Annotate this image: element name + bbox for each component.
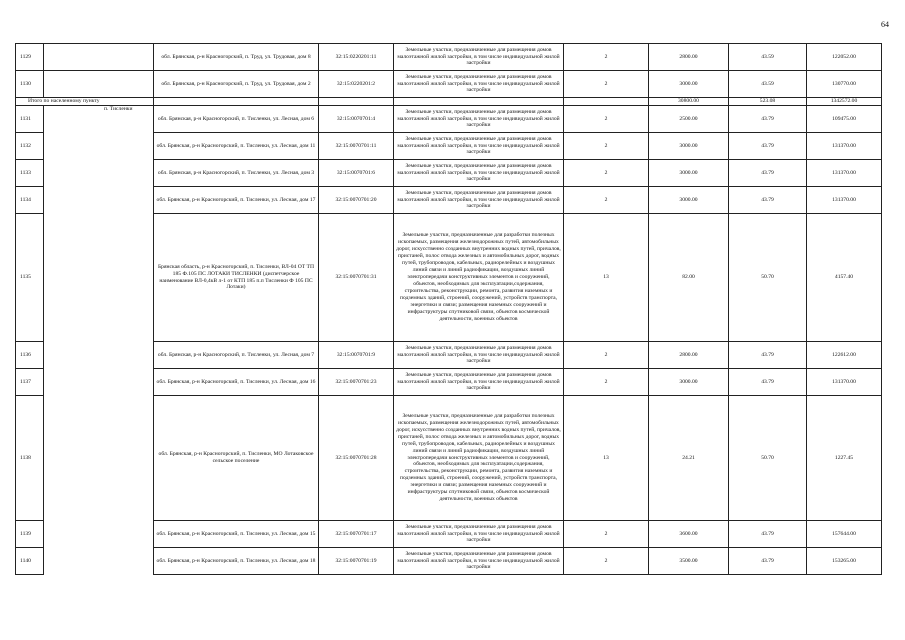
value-cell: 131370.00 [807,187,882,214]
address-cell: обл. Брянская, р-н Красногорский, п. Труд, ул. Трудовая, дом 8 [154,44,319,71]
cadastral-number-cell: 32:15:0070701:23 [319,369,394,396]
group-cell: 2 [564,342,649,369]
row-number: 1129 [16,44,44,71]
value-cell: 1227.45 [807,396,882,521]
area-cell: 3000.00 [649,369,729,396]
value-cell: 4157.40 [807,214,882,342]
cadastral-number-cell: 32:15:0070701:6 [319,160,394,187]
address-cell: обл. Брянская, р-н Красногорский, п. Тисленки, МО Лотаковское сельское поселение [154,396,319,521]
group-cell: 2 [564,44,649,71]
group-cell: 13 [564,396,649,521]
row-number: 1130 [16,71,44,98]
cadastral-number-cell: 32:15:0070701:31 [319,214,394,342]
purpose-cell: Земельные участки, предназначенные для размещения домов малоэтажной жилой застройки, в том числе индивидуальной жилой застройки [394,106,564,133]
area-cell: 3000.00 [649,187,729,214]
group-cell: 2 [564,369,649,396]
locality-name: п. Тисленки [44,106,154,575]
table-row [16,71,882,98]
address-cell: обл. Брянская, р-н Красногорский, п. Тисленки, ул. Лесная, дом 6 [154,106,319,133]
rate-cell: 43.79 [729,342,807,369]
locality-cell [44,44,154,71]
purpose-cell: Земельные участки, предназначенные для размещения домов малоэтажной жилой застройки, в том числе индивидуальной жилой застройки [394,133,564,160]
row-number: 1136 [16,342,44,369]
area-cell: 2800.00 [649,342,729,369]
row-number: 1138 [16,396,44,521]
empty-cell [394,98,564,106]
empty-cell [564,98,649,106]
row-number: 1132 [16,133,44,160]
table-row [16,106,882,133]
address-cell: обл. Брянская, р-н Красногорский, п. Труд, ул. Трудовая, дом 2 [154,71,319,98]
rate-cell: 43.79 [729,187,807,214]
area-cell: 82.00 [649,214,729,342]
cadastral-number-cell: 32:15:0220201:11 [319,44,394,71]
table-row [16,44,882,71]
row-number: 1134 [16,187,44,214]
rate-cell: 43.59 [729,71,807,98]
cadastral-number-cell: 32:15:0070701:28 [319,396,394,521]
group-cell: 2 [564,133,649,160]
row-number: 1131 [16,106,44,133]
cadastral-number-cell: 32:15:0220201:2 [319,71,394,98]
empty-cell [154,98,319,106]
page-number: 64 [881,20,889,29]
address-cell: обл. Брянская, р-н Красногорский, п. Тисленки, ул. Лесная, дом 7 [154,342,319,369]
group-cell: 2 [564,160,649,187]
purpose-cell: Земельные участки, предназначенные для размещения домов малоэтажной жилой застройки, в том числе индивидуальной жилой застройки [394,369,564,396]
area-cell: 2500.00 [649,106,729,133]
row-number: 1137 [16,369,44,396]
value-cell: 131370.00 [807,369,882,396]
cadastral-number-cell: 32:15:0070701:4 [319,106,394,133]
value-cell: 131370.00 [807,133,882,160]
address-cell: обл. Брянская, р-н Красногорский, п. Тисленки, ул. Лесная, дом 18 [154,548,319,575]
rate-cell: 50.70 [729,396,807,521]
summary-area: 30800.00 [649,98,729,106]
row-number: 1140 [16,548,44,575]
purpose-cell: Земельные участки, предназначенные для размещения домов малоэтажной жилой застройки, в том числе индивидуальной жилой застройки [394,160,564,187]
address-cell: обл. Брянская, р-н Красногорский, п. Тисленки, ул. Лесная, дом 16 [154,369,319,396]
cadastral-number-cell: 32:15:0070701:20 [319,187,394,214]
rate-cell: 43.79 [729,369,807,396]
purpose-cell: Земельные участки, предназначенные для разработки полезных ископаемых, размещения железнодорожных путей, автомобильных дорог, искусственно созданных внутренних водных путей, причалов, пристаней, полос отвода железных и автомобильных дорог, водных путей, трубопроводов, кабельных, радиорелейных и воздушных линий связи и линий радиофикации, воздушных линий электропередачи конструктивных элементов и сооружений, объектов, необходимых для эксплуатации,содержания, строительства, реконструкции, ремонта, развития наземных и подземных зданий, строений, сооружений, устройств транспорта, энергетики и связи; размещения наземных сооружений и инфраструктуры спутниковой связи, объектов космической деятельности, военных объектов [394,214,564,342]
rate-cell: 43.79 [729,160,807,187]
value-cell: 131370.00 [807,160,882,187]
rate-cell: 43.79 [729,133,807,160]
address-cell: обл. Брянская, р-н Красногорский, п. Тисленки, ул. Лесная, дом 15 [154,521,319,548]
area-cell: 3600.00 [649,521,729,548]
summary-row [16,98,882,106]
value-cell: 122052.00 [807,44,882,71]
rate-cell: 43.79 [729,521,807,548]
area-cell: 3000.00 [649,133,729,160]
purpose-cell: Земельные участки, предназначенные для размещения домов малоэтажной жилой застройки, в том числе индивидуальной жилой застройки [394,44,564,71]
locality-cell [44,71,154,98]
land-plots-table [15,43,882,575]
value-cell: 153265.00 [807,548,882,575]
group-cell: 2 [564,71,649,98]
address-cell: обл. Брянская, р-н Красногорский, п. Тисленки, ул. Лесная, дом 3 [154,160,319,187]
cadastral-number-cell: 32:15:0070701:9 [319,342,394,369]
row-number: 1135 [16,214,44,342]
group-cell: 13 [564,214,649,342]
group-cell: 2 [564,521,649,548]
purpose-cell: Земельные участки, предназначенные для размещения домов малоэтажной жилой застройки, в том числе индивидуальной жилой застройки [394,548,564,575]
value-cell: 130770.00 [807,71,882,98]
purpose-cell: Земельные участки, предназначенные для размещения домов малоэтажной жилой застройки, в том числе индивидуальной жилой застройки [394,521,564,548]
cadastral-number-cell: 32:15:0070701:19 [319,548,394,575]
address-cell: обл. Брянская, р-н Красногорский, п. Тисленки, ул. Лесная, дом 11 [154,133,319,160]
empty-cell [319,98,394,106]
purpose-cell: Земельные участки, предназначенные для размещения домов малоэтажной жилой застройки, в том числе индивидуальной жилой застройки [394,71,564,98]
value-cell: 109475.00 [807,106,882,133]
row-number: 1133 [16,160,44,187]
purpose-cell: Земельные участки, предназначенные для размещения домов малоэтажной жилой застройки, в том числе индивидуальной жилой застройки [394,187,564,214]
group-cell: 2 [564,106,649,133]
group-cell: 2 [564,548,649,575]
area-cell: 2800.00 [649,44,729,71]
rate-cell: 43.79 [729,548,807,575]
purpose-cell: Земельные участки, предназначенные для размещения домов малоэтажной жилой застройки, в том числе индивидуальной жилой застройки [394,342,564,369]
summary-value: 1342572.00 [807,98,882,106]
cadastral-number-cell: 32:15:0070701:17 [319,521,394,548]
rate-cell: 50.70 [729,214,807,342]
rate-cell: 43.79 [729,106,807,133]
cadastral-number-cell: 32:15:0070701:11 [319,133,394,160]
value-cell: 157644.00 [807,521,882,548]
rate-cell: 43.59 [729,44,807,71]
area-cell: 3000.00 [649,71,729,98]
summary-label: Итого по населенному пункту [16,98,154,106]
purpose-cell: Земельные участки, предназначенные для разработки полезных ископаемых, размещения железнодорожных путей, автомобильных дорог, искусственно созданных внутренних водных путей, причалов, пристаней, полос отвода железных и автомобильных дорог, водных путей, трубопроводов, кабельных, радиорелейных и воздушных линий связи и линий радиофикации, воздушных линий электропередачи конструктивных элементов и сооружений, объектов, необходимых для эксплуатации,содержания, строительства, реконструкции, ремонта, развития наземных и подземных зданий, строений, сооружений, устройств транспорта, энергетики и связи; размещения наземных сооружений и инфраструктуры спутниковой связи, объектов космической деятельности, военных объектов [394,396,564,521]
area-cell: 3000.00 [649,160,729,187]
summary-rate: 523.08 [729,98,807,106]
row-number: 1139 [16,521,44,548]
area-cell: 3500.00 [649,548,729,575]
address-cell: обл. Брянская, р-н Красногорский, п. Тисленки, ул. Лесная, дом 17 [154,187,319,214]
value-cell: 122612.00 [807,342,882,369]
address-cell: Брянская область, р-н Красногорский, п. Тисленки, ВЛ-04 ОТ ТП 185 Ф.105 ПС ЛОТАКИ ТИСЛЕНКИ (диспетчерское наименование ВЛ-0,4кВ л-1 от КТП 185 п.п Тисленки Ф 105 ПС Лотаки) [154,214,319,342]
area-cell: 24.21 [649,396,729,521]
group-cell: 2 [564,187,649,214]
